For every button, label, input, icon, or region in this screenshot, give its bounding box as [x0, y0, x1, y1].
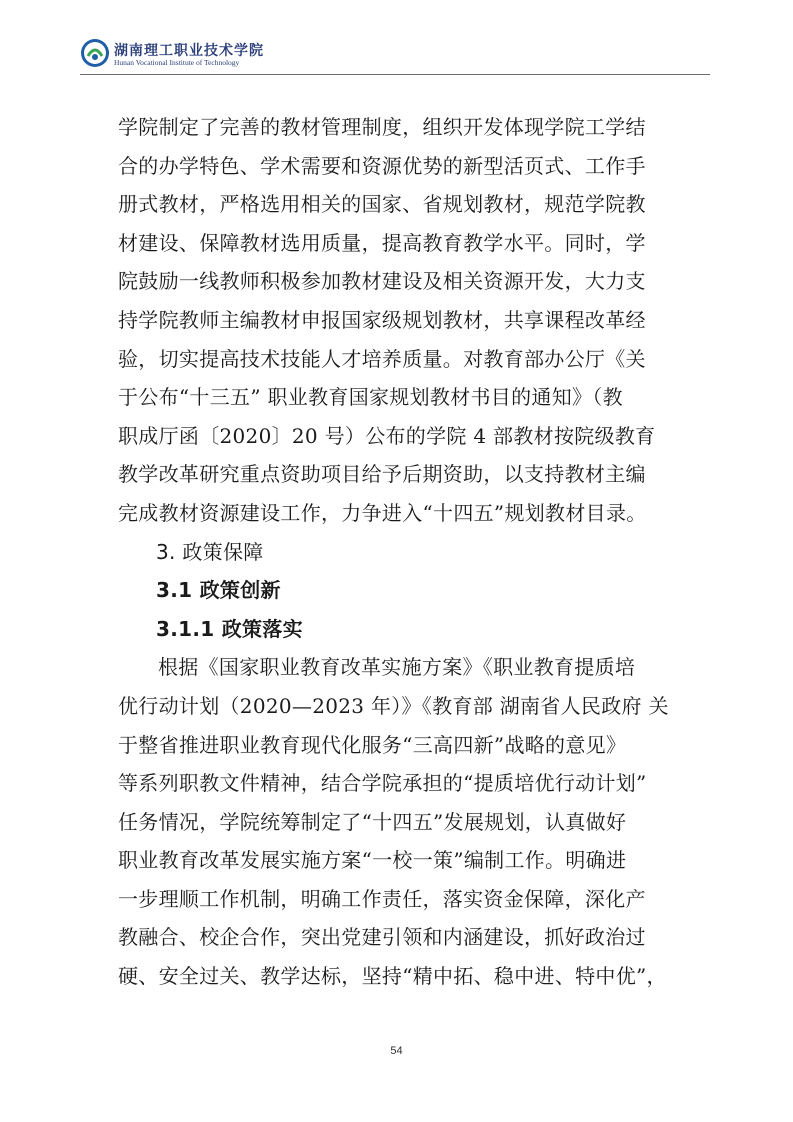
text-line: 职业教育改革发展实施方案“一校一策”编制工作。明确进	[118, 848, 627, 873]
school-name-english: Hunan Vocational Institute of Technology	[114, 58, 240, 67]
section-heading-policy-guarantee: 3. 政策保障	[156, 539, 264, 564]
paragraph-policy-implementation	[118, 648, 678, 995]
text-line: 等系列职教文件精神，结合学院承担的“提质培优行动计划”	[118, 771, 647, 796]
subsection-heading-policy-innovation: 3.1 政策创新	[156, 578, 281, 603]
text-line: 完成教材资源建设工作，力争进入“十四五”规划教材目录。	[118, 500, 647, 525]
text-line: 于公布“十三五” 职业教育国家规划教材书目的通知》（教	[118, 385, 623, 410]
text-line: 册式教材，严格选用相关的国家、省规划教材，规范学院教	[118, 192, 646, 217]
text-line: 材建设、保障教材选用质量，提高教育教学水平。同时，学	[118, 230, 646, 255]
text-line: 硬、安全过关、教学达标，坚持“精中拓、稳中进、特中优”，	[118, 964, 667, 989]
text-line: 学院制定了完善的教材管理制度，组织开发体现学院工学结	[118, 115, 646, 139]
text-line: 院鼓励一线教师积极参加教材建设及相关资源开发，大力支	[118, 269, 646, 294]
page-header	[80, 38, 710, 76]
text-line: 于整省推进职业教育现代化服务“三高四新”战略的意见》	[118, 732, 627, 757]
text-line: 根据《国家职业教育改革实施方案》《职业教育提质培	[158, 655, 636, 680]
subsubsection-heading-policy-implementation: 3.1.1 政策落实	[156, 616, 303, 641]
page-number: 54	[390, 1045, 403, 1057]
header-divider	[80, 74, 710, 75]
college-logo-icon	[80, 38, 110, 68]
paragraph-textbook-management	[118, 108, 678, 533]
text-line: 职成厅函〔2020〕20 号）公布的学院 4 部教材按院级教育	[118, 423, 656, 448]
text-line: 一步理顺工作机制，明确工作责任，落实资金保障，深化产	[118, 886, 646, 911]
text-line: 教融合、校企合作，突出党建引领和内涵建设，抓好政治过	[118, 925, 646, 950]
text-line: 持学院教师主编教材申报国家级规划教材，共享课程改革经	[118, 307, 646, 332]
text-line: 优行动计划（2020—2023 年）》《教育部 湖南省人民政府 关	[118, 693, 669, 718]
text-line: 任务情况，学院统筹制定了“十四五”发展规划，认真做好	[118, 809, 627, 834]
text-line: 验，切实提高技术技能人才培养质量。对教育部办公厅《关	[118, 346, 646, 371]
text-line: 教学改革研究重点资助项目给予后期资助，以支持教材主编	[118, 462, 646, 487]
school-name: 湖南理工职业技术学院	[114, 43, 264, 59]
document-body	[118, 108, 678, 996]
text-line: 合的办学特色、学术需要和资源优势的新型活页式、工作手	[118, 153, 646, 178]
